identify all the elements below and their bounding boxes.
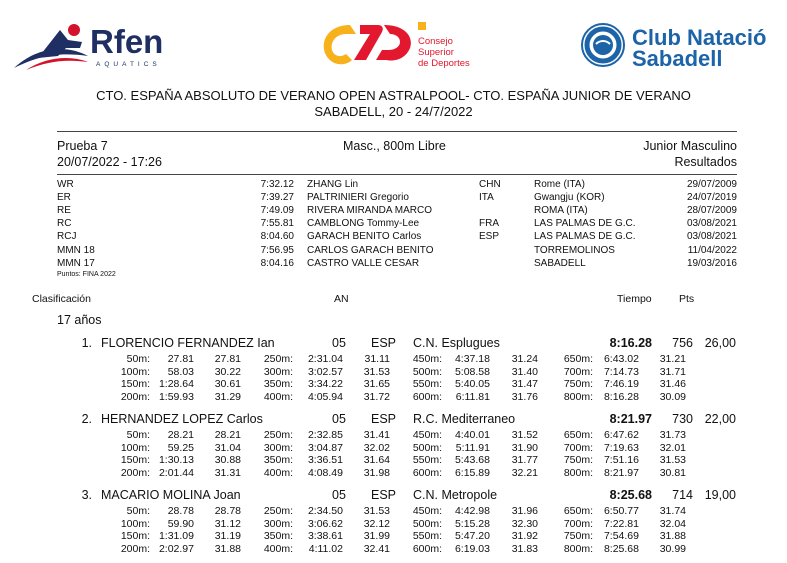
split-distance: 550m: bbox=[412, 378, 442, 391]
csd-line-3: de Deportes bbox=[418, 58, 470, 69]
divider-records bbox=[57, 174, 737, 175]
event-title: CTO. ESPAÑA ABSOLUTO DE VERANO OPEN ASTRALPOOL- CTO. ESPAÑA JUNIOR DE VERANO bbox=[96, 88, 691, 103]
split-cumulative: 4:42.98 bbox=[454, 505, 490, 517]
split-lap: 27.81 bbox=[214, 353, 241, 365]
event-subtitle: SABADELL, 20 - 24/7/2022 bbox=[314, 104, 473, 119]
split-distance: 650m: bbox=[563, 429, 593, 441]
split-distance: 800m: bbox=[563, 542, 593, 555]
split-lap: 31.12 bbox=[214, 517, 241, 530]
split-distance: 450m: bbox=[412, 505, 442, 517]
split-cumulative: 8:21.97 bbox=[603, 466, 639, 479]
col-pts: Pts bbox=[679, 293, 695, 305]
split-lap: 31.65 bbox=[363, 378, 390, 391]
split-lap: 31.47 bbox=[511, 378, 538, 391]
csd-line-1: Consejo bbox=[418, 36, 453, 47]
split-distance: 100m: bbox=[120, 365, 150, 378]
split-lap: 31.41 bbox=[363, 429, 390, 441]
split-distance: 150m: bbox=[120, 454, 150, 467]
split-cumulative: 5:15.28 bbox=[454, 517, 490, 530]
split-lap: 31.64 bbox=[363, 454, 390, 467]
record-time: 7:32.12 bbox=[260, 179, 294, 190]
split-distance: 650m: bbox=[563, 353, 593, 365]
split-cumulative: 28.21 bbox=[167, 429, 194, 441]
record-nation: ITA bbox=[479, 192, 494, 204]
record-nation: ESP bbox=[479, 231, 500, 243]
swimmer-club: C.N. Metropole bbox=[413, 488, 498, 502]
split-cumulative: 7:54.69 bbox=[603, 530, 639, 543]
record-code: ER bbox=[57, 192, 71, 204]
split-distance: 550m: bbox=[412, 530, 442, 543]
split-distance: 450m: bbox=[412, 353, 442, 365]
split-cumulative: 3:38.61 bbox=[307, 530, 343, 543]
split-distance: 50m: bbox=[126, 429, 150, 441]
record-date: 03/08/2021 bbox=[686, 231, 737, 243]
split-distance: 700m: bbox=[563, 441, 593, 454]
split-distance: 600m: bbox=[412, 542, 442, 555]
split-cumulative: 6:47.62 bbox=[603, 429, 639, 441]
split-cumulative: 8:16.28 bbox=[603, 390, 639, 403]
record-code: RCJ bbox=[57, 231, 77, 243]
split-lap: 31.53 bbox=[363, 365, 390, 378]
split-lap: 28.78 bbox=[214, 505, 241, 517]
record-time: 7:55.81 bbox=[260, 218, 294, 230]
split-lap: 31.11 bbox=[364, 353, 390, 365]
split-cumulative: 8:25.68 bbox=[603, 542, 639, 555]
split-cumulative: 6:19.03 bbox=[454, 542, 490, 555]
rfen-wordmark: Rfen bbox=[90, 23, 164, 60]
col-an: AN bbox=[334, 293, 349, 305]
split-cumulative: 59.25 bbox=[167, 441, 194, 454]
split-distance: 700m: bbox=[563, 365, 593, 378]
split-cumulative: 4:05.94 bbox=[307, 390, 343, 403]
age-group: 17 años bbox=[57, 313, 102, 327]
split-lap: 31.99 bbox=[363, 530, 390, 543]
split-distance: 800m: bbox=[563, 466, 593, 479]
split-cumulative: 6:43.02 bbox=[603, 353, 639, 365]
split-distance: 700m: bbox=[563, 517, 593, 530]
record-time: 7:56.95 bbox=[260, 244, 294, 256]
split-distance: 500m: bbox=[412, 517, 442, 530]
split-cumulative: 5:40.05 bbox=[454, 378, 490, 391]
header-logos bbox=[0, 0, 787, 88]
split-cumulative: 2:32.85 bbox=[307, 429, 343, 441]
split-cumulative: 1:31.09 bbox=[158, 530, 194, 543]
record-time: 7:39.27 bbox=[260, 192, 294, 204]
split-distance: 200m: bbox=[120, 466, 150, 479]
split-cumulative: 4:11.02 bbox=[308, 542, 343, 555]
split-distance: 400m: bbox=[263, 390, 293, 403]
col-clasificacion: Clasificación bbox=[32, 293, 91, 305]
swimmer-time: 8:16.28 bbox=[609, 336, 652, 350]
split-cumulative: 59.90 bbox=[167, 517, 194, 530]
swimmer-rank: 1. bbox=[81, 336, 92, 350]
split-distance: 750m: bbox=[563, 378, 593, 391]
split-cumulative: 7:22.81 bbox=[603, 517, 639, 530]
record-code: RC bbox=[57, 218, 72, 230]
split-lap: 31.31 bbox=[214, 466, 241, 479]
split-cumulative: 2:34.50 bbox=[307, 505, 343, 517]
split-lap: 32.02 bbox=[363, 441, 390, 454]
record-nation: CHN bbox=[479, 179, 501, 190]
prueba-label: Prueba 7 bbox=[57, 139, 108, 153]
record-place: Rome (ITA) bbox=[534, 179, 585, 190]
csd-line-2: Superior bbox=[418, 47, 454, 58]
record-date: 28/07/2009 bbox=[686, 205, 737, 217]
split-distance: 250m: bbox=[263, 353, 293, 365]
race-name: Masc., 800m Libre bbox=[343, 139, 446, 153]
split-cumulative: 3:04.87 bbox=[307, 441, 343, 454]
split-cumulative: 28.78 bbox=[167, 505, 194, 517]
split-lap: 32.41 bbox=[363, 542, 390, 555]
split-lap: 31.29 bbox=[214, 390, 241, 403]
col-tiempo: Tiempo bbox=[617, 293, 652, 305]
split-lap: 31.76 bbox=[511, 390, 538, 403]
split-lap: 31.98 bbox=[363, 466, 390, 479]
split-lap: 30.22 bbox=[214, 365, 241, 378]
swimmer-nation: ESP bbox=[371, 488, 397, 502]
split-distance: 100m: bbox=[120, 441, 150, 454]
split-lap: 31.46 bbox=[659, 378, 686, 391]
split-distance: 450m: bbox=[412, 429, 442, 441]
split-lap: 32.30 bbox=[511, 517, 538, 530]
split-cumulative: 1:59.93 bbox=[158, 390, 194, 403]
split-cumulative: 3:02.57 bbox=[307, 365, 343, 378]
split-lap: 30.61 bbox=[214, 378, 241, 391]
record-place: ROMA (ITA) bbox=[534, 205, 588, 217]
split-distance: 200m: bbox=[120, 542, 150, 555]
record-code: WR bbox=[57, 179, 74, 190]
split-cumulative: 4:37.18 bbox=[454, 353, 490, 365]
record-nation: FRA bbox=[479, 218, 499, 230]
record-date: 29/07/2009 bbox=[686, 179, 737, 190]
split-distance: 750m: bbox=[563, 530, 593, 543]
split-cumulative: 2:31.04 bbox=[307, 353, 343, 365]
split-distance: 350m: bbox=[263, 454, 293, 467]
split-cumulative: 4:40.01 bbox=[454, 429, 490, 441]
swimmer-rank: 2. bbox=[81, 412, 92, 426]
split-distance: 650m: bbox=[563, 505, 593, 517]
split-cumulative: 6:15.89 bbox=[454, 466, 490, 479]
record-place: SABADELL bbox=[534, 257, 586, 269]
split-lap: 32.04 bbox=[659, 517, 686, 530]
split-lap: 31.74 bbox=[659, 505, 686, 517]
csd-logo bbox=[324, 22, 470, 69]
swimmer-name: FLORENCIO FERNANDEZ Ian bbox=[101, 336, 275, 350]
split-distance: 150m: bbox=[120, 530, 150, 543]
record-place: TORREMOLINOS bbox=[534, 244, 615, 256]
swimmer-score: 26,00 bbox=[704, 336, 736, 350]
record-holder: RIVERA MIRANDA MARCO bbox=[307, 205, 433, 217]
split-lap: 32.12 bbox=[363, 517, 390, 530]
swimmer-time: 8:21.97 bbox=[609, 412, 652, 426]
split-lap: 32.01 bbox=[659, 441, 686, 454]
split-cumulative: 7:19.63 bbox=[603, 441, 639, 454]
split-lap: 31.71 bbox=[659, 365, 686, 378]
split-lap: 28.21 bbox=[214, 429, 241, 441]
split-lap: 31.90 bbox=[511, 441, 538, 454]
split-lap: 31.24 bbox=[511, 353, 538, 365]
split-distance: 350m: bbox=[263, 530, 293, 543]
split-lap: 30.99 bbox=[659, 542, 686, 555]
swimmer-yob: 05 bbox=[332, 336, 346, 350]
swimmer-yob: 05 bbox=[332, 488, 346, 502]
split-lap: 30.88 bbox=[214, 454, 241, 467]
split-distance: 400m: bbox=[263, 466, 293, 479]
split-lap: 31.88 bbox=[659, 530, 686, 543]
split-lap: 31.83 bbox=[511, 542, 538, 555]
swimmer-points: 714 bbox=[672, 488, 693, 502]
swimmer-name: HERNANDEZ LOPEZ Carlos bbox=[101, 412, 263, 426]
split-cumulative: 5:43.68 bbox=[454, 454, 490, 467]
record-time: 8:04.60 bbox=[260, 231, 294, 243]
record-holder: GARACH BENITO Carlos bbox=[307, 231, 422, 243]
split-cumulative: 58.03 bbox=[167, 365, 194, 378]
split-lap: 30.09 bbox=[659, 390, 686, 403]
split-cumulative: 27.81 bbox=[167, 353, 194, 365]
split-distance: 250m: bbox=[263, 505, 293, 517]
split-distance: 500m: bbox=[412, 365, 442, 378]
cn-sabadell-logo bbox=[582, 24, 766, 71]
split-cumulative: 6:50.77 bbox=[603, 505, 639, 517]
swimmer-points: 756 bbox=[672, 336, 693, 350]
rfen-logo bbox=[14, 23, 163, 70]
split-distance: 150m: bbox=[120, 378, 150, 391]
record-holder: CASTRO VALLE CESAR bbox=[307, 257, 420, 269]
record-holder: CARLOS GARACH BENITO bbox=[307, 244, 434, 256]
record-code: MMN 17 bbox=[57, 257, 95, 269]
split-cumulative: 2:01.44 bbox=[158, 466, 194, 479]
cns-wordmark: Club Natació bbox=[632, 25, 767, 50]
split-lap: 32.21 bbox=[511, 466, 538, 479]
record-code: MMN 18 bbox=[57, 244, 95, 256]
split-distance: 50m: bbox=[126, 353, 150, 365]
record-place: Gwangju (KOR) bbox=[534, 192, 605, 204]
split-cumulative: 7:14.73 bbox=[603, 365, 639, 378]
record-holder: PALTRINIERI Gregorio bbox=[307, 192, 409, 204]
swimmer-points: 730 bbox=[672, 412, 693, 426]
split-distance: 350m: bbox=[263, 378, 293, 391]
record-date: 11/04/2022 bbox=[687, 244, 737, 256]
results-label: Resultados bbox=[674, 155, 737, 169]
split-cumulative: 5:08.58 bbox=[454, 365, 490, 378]
split-distance: 600m: bbox=[412, 390, 442, 403]
points-note: Puntos: FINA 2022 bbox=[57, 271, 116, 278]
split-distance: 300m: bbox=[263, 441, 293, 454]
split-lap: 31.92 bbox=[511, 530, 538, 543]
swimmer-name: MACARIO MOLINA Joan bbox=[101, 488, 241, 502]
date-time: 20/07/2022 - 17:26 bbox=[57, 155, 162, 169]
split-lap: 31.72 bbox=[363, 390, 390, 403]
record-holder: CAMBLONG Tommy-Lee bbox=[307, 218, 420, 230]
split-cumulative: 7:46.19 bbox=[603, 378, 639, 391]
split-lap: 30.81 bbox=[659, 466, 686, 479]
swimmer-nation: ESP bbox=[371, 336, 397, 350]
split-distance: 100m: bbox=[120, 517, 150, 530]
record-time: 8:04.16 bbox=[260, 257, 294, 269]
split-cumulative: 3:06.62 bbox=[307, 517, 343, 530]
record-holder: ZHANG Lin bbox=[307, 179, 359, 190]
split-lap: 31.04 bbox=[214, 441, 241, 454]
split-distance: 500m: bbox=[412, 441, 442, 454]
record-time: 7:49.09 bbox=[260, 205, 294, 217]
split-cumulative: 6:11.81 bbox=[455, 390, 490, 403]
split-distance: 400m: bbox=[263, 542, 293, 555]
swimmer-yob: 05 bbox=[332, 412, 346, 426]
split-lap: 31.53 bbox=[363, 505, 390, 517]
split-cumulative: 5:11.91 bbox=[455, 441, 490, 454]
split-lap: 31.21 bbox=[659, 353, 686, 365]
swimmer-rank: 3. bbox=[81, 488, 92, 502]
split-distance: 50m: bbox=[126, 505, 150, 517]
split-distance: 600m: bbox=[412, 466, 442, 479]
record-code: RE bbox=[57, 205, 71, 217]
split-distance: 300m: bbox=[263, 365, 293, 378]
split-distance: 750m: bbox=[563, 454, 593, 467]
category: Junior Masculino bbox=[643, 139, 737, 153]
split-distance: 550m: bbox=[412, 454, 442, 467]
record-place: LAS PALMAS DE G.C. bbox=[534, 231, 636, 243]
rfen-sub: AQUATICS bbox=[96, 61, 161, 68]
split-lap: 31.88 bbox=[214, 542, 241, 555]
swimmer-time: 8:25.68 bbox=[609, 488, 652, 502]
swimmer-score: 22,00 bbox=[704, 412, 736, 426]
swimmer-score: 19,00 bbox=[704, 488, 736, 502]
split-cumulative: 1:28.64 bbox=[158, 378, 194, 391]
swimmer-nation: ESP bbox=[371, 412, 397, 426]
split-lap: 31.96 bbox=[511, 505, 538, 517]
split-cumulative: 2:02.97 bbox=[158, 542, 194, 555]
cns-wordmark-sub: Sabadell bbox=[632, 46, 723, 71]
swimmer-club: C.N. Esplugues bbox=[413, 336, 500, 350]
split-cumulative: 4:08.49 bbox=[307, 466, 343, 479]
split-lap: 31.73 bbox=[659, 429, 686, 441]
split-distance: 800m: bbox=[563, 390, 593, 403]
split-lap: 31.19 bbox=[214, 530, 241, 543]
split-cumulative: 7:51.16 bbox=[603, 454, 639, 467]
record-date: 03/08/2021 bbox=[686, 218, 737, 230]
split-lap: 31.40 bbox=[511, 365, 538, 378]
split-lap: 31.53 bbox=[659, 454, 686, 467]
split-distance: 200m: bbox=[120, 390, 150, 403]
record-date: 24/07/2019 bbox=[686, 192, 737, 204]
split-cumulative: 3:34.22 bbox=[307, 378, 343, 391]
split-distance: 250m: bbox=[263, 429, 293, 441]
split-cumulative: 5:47.20 bbox=[454, 530, 490, 543]
split-distance: 300m: bbox=[263, 517, 293, 530]
split-lap: 31.52 bbox=[511, 429, 538, 441]
split-cumulative: 1:30.13 bbox=[158, 454, 194, 467]
record-date: 19/03/2016 bbox=[686, 257, 737, 269]
swimmer-club: R.C. Mediterraneo bbox=[413, 412, 516, 426]
split-cumulative: 3:36.51 bbox=[307, 454, 343, 467]
record-place: LAS PALMAS DE G.C. bbox=[534, 218, 636, 230]
divider-top bbox=[57, 131, 737, 132]
split-lap: 31.77 bbox=[511, 454, 538, 467]
